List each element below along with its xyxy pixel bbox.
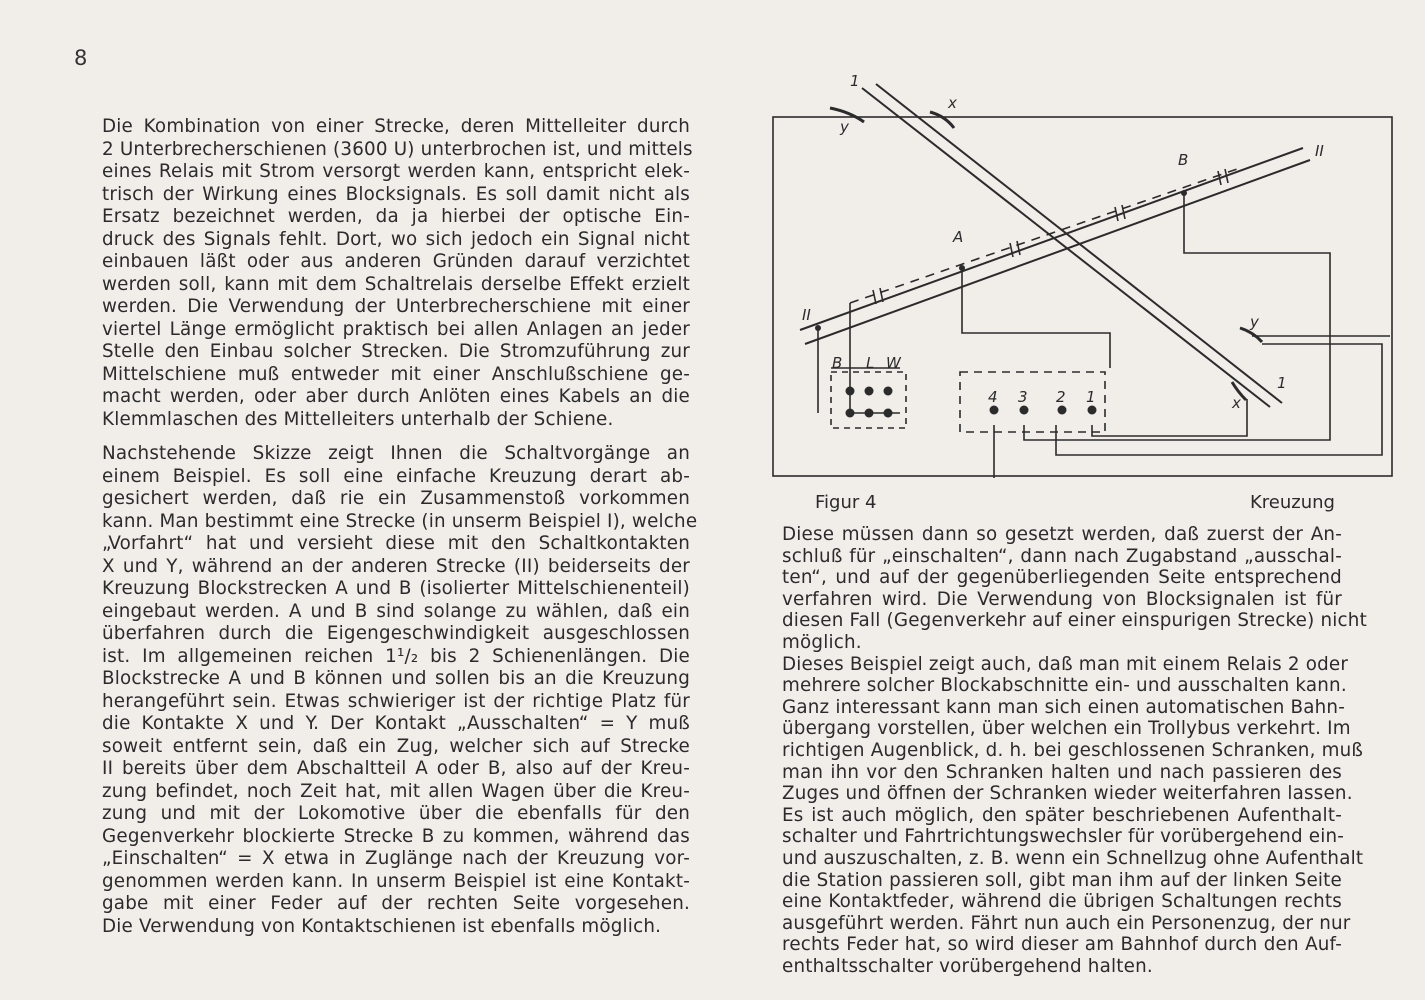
text-line: übergang vorstellen, über welchen ein Trollybus verkehrt. Im bbox=[782, 718, 1351, 740]
text-line: Nachstehende Skizze zeigt Ihnen die Schaltvorgänge an bbox=[102, 443, 690, 464]
text-line: Die Verwendung von Kontaktschienen ist ebenfalls möglich. bbox=[102, 915, 662, 937]
text-line: Blockstrecke A und B können und sollen bis an die Kreuzung bbox=[102, 668, 690, 689]
text-line: Mittelschiene muß entweder mit einer Anschlußschiene ge- bbox=[102, 363, 690, 385]
text-line: Gegenverkehr blockierte Strecke B zu kommen, während das bbox=[102, 825, 690, 847]
label-contact-y-top: y bbox=[840, 118, 849, 136]
contact-x-top bbox=[930, 112, 954, 128]
text-line: diesen Fall (Gegenverkehr auf einer einspurigen Strecke) nicht bbox=[782, 610, 1367, 632]
text-line: viertel Länge ermöglicht praktisch bei allen Anlagen an jeder bbox=[102, 318, 690, 340]
right-column-text bbox=[782, 524, 1367, 977]
text-line: enthaltsschalter vorübergehend halten. bbox=[782, 955, 1153, 977]
paragraph-2 bbox=[102, 443, 698, 938]
text-line: Die Kombination von einer Strecke, deren Mittelleiter durch bbox=[102, 116, 690, 137]
text-line: eine Kontaktfeder, während die übrigen Schaltungen rechts bbox=[782, 891, 1342, 913]
text-line: X und Y, während an der anderen Strecke (II) beiderseits der bbox=[102, 555, 690, 577]
label-terminal-4: 4 bbox=[988, 388, 998, 406]
text-line: man ihn vor den Schranken halten und nach passieren des bbox=[782, 761, 1342, 783]
text-line: ten“, und auf der gegenüberliegenden Seite entsprechend bbox=[782, 567, 1342, 589]
track-2-rail-b bbox=[805, 160, 1310, 344]
track-2-center-rail bbox=[850, 168, 1240, 303]
text-line: einem Beispiel. Es soll eine einfache Kreuzung derart ab- bbox=[102, 465, 690, 487]
text-line: kann. Man bestimmt eine Strecke (in unserm Beispiel I), welche bbox=[102, 510, 698, 532]
label-terminal-2: 2 bbox=[1056, 388, 1066, 406]
label-track2-left: II bbox=[802, 306, 811, 324]
text-line: „Einschalten“ = X etwa in Zuglänge nach der Kreuzung vor- bbox=[102, 848, 690, 869]
text-line: soweit entfernt sein, daß ein Zug, welcher sich auf Strecke bbox=[102, 735, 690, 757]
text-line: mehrere solcher Blockabschnitte ein- und ausschalten kann. bbox=[782, 675, 1347, 697]
figure-caption-title: Kreuzung bbox=[1250, 492, 1335, 513]
text-line: druck des Signals fehlt. Dort, wo sich jedoch ein Signal nicht bbox=[102, 228, 690, 250]
text-line: ist. Im allgemeinen reichen 1¹/₂ bis 2 Schienenlängen. Die bbox=[102, 645, 690, 667]
text-line: „Vorfahrt“ hat und versieht diese mit den Schaltkontakten bbox=[102, 533, 690, 554]
text-line: Kreuzung Blockstrecken A und B (isolierter Mittelschienenteil) bbox=[102, 578, 690, 599]
figure-caption-number: Figur 4 bbox=[815, 492, 877, 513]
text-line: II bereits über dem Abschaltteil A oder B, also auf der Kreu- bbox=[102, 758, 690, 779]
left-column-text bbox=[102, 116, 698, 938]
text-line: zung und mit der Lokomotive über die ebenfalls für den bbox=[102, 803, 690, 824]
text-line: Ersatz bezeichnet werden, da ja hierbei der optische Ein- bbox=[102, 206, 690, 227]
text-line: und auszuschalten, z. B. wenn ein Schnellzug ohne Aufenthalt bbox=[782, 847, 1364, 869]
text-line: Klemmlaschen des Mittelleiters unterhalb der Schiene. bbox=[102, 408, 614, 430]
label-contact-y-bottom: y bbox=[1250, 313, 1259, 331]
page-number: 8 bbox=[74, 46, 88, 70]
text-line: herangeführt sein. Etwas schwieriger ist der richtige Platz für bbox=[102, 690, 690, 712]
label-contact-x-bottom: x bbox=[1232, 394, 1241, 412]
text-line: genommen werden kann. In unserm Beispiel ist eine Kontakt- bbox=[102, 870, 690, 892]
text-line: die Kontakte X und Y. Der Kontakt „Ausschalten“ = Y muß bbox=[102, 713, 690, 734]
text-line: werden soll, kann mit dem Schaltrelais derselbe Effekt erzielt bbox=[102, 273, 690, 295]
outer-wire-frame bbox=[773, 117, 1392, 476]
track-1-rail-a bbox=[862, 88, 1270, 407]
label-relay-b: B bbox=[832, 354, 843, 372]
text-line: Diese müssen dann so gesetzt werden, daß zuerst der An- bbox=[782, 524, 1342, 545]
text-line: verfahren wird. Die Verwendung von Blocksignalen ist für bbox=[782, 588, 1342, 610]
text-line: ausgeführt werden. Fährt nun auch ein Personenzug, der nur bbox=[782, 912, 1351, 934]
text-line: werden. Die Verwendung der Unterbrecherschiene mit einer bbox=[102, 296, 690, 317]
text-line: trisch der Wirkung eines Blocksignals. Es soll damit nicht als bbox=[102, 183, 690, 205]
label-terminal-3: 3 bbox=[1018, 388, 1028, 406]
label-block-b: B bbox=[1178, 151, 1189, 169]
crossing-circuit-diagram bbox=[770, 70, 1402, 490]
relay-box bbox=[831, 372, 906, 428]
terminal-box bbox=[960, 372, 1105, 432]
text-line: zung befindet, noch Zeit hat, mit allen Wagen über die Kreu- bbox=[102, 780, 690, 802]
label-relay-l: L bbox=[866, 354, 875, 372]
text-line: schalter und Fahrtrichtungswechsler für vorübergehend ein- bbox=[782, 826, 1345, 848]
text-line: die Station passieren soll, gibt man ihm auf der linken Seite bbox=[782, 869, 1342, 891]
label-relay-w: W bbox=[886, 354, 901, 372]
text-line: Ganz interessant kann man sich einen automatischen Bahn- bbox=[782, 696, 1346, 718]
text-line: eines Relais mit Strom versorgt werden kann, entspricht elek- bbox=[102, 161, 690, 182]
label-block-a: A bbox=[953, 228, 964, 246]
text-line: einbauen läßt oder aus anderen Gründen darauf verzichtet bbox=[102, 251, 690, 272]
text-line: Es ist auch möglich, den später beschriebenen Aufenthalt- bbox=[782, 804, 1342, 826]
text-line: Stelle den Einbau solcher Strecken. Die Stromzuführung zur bbox=[102, 341, 690, 362]
text-line: möglich. bbox=[782, 631, 862, 653]
text-line: gabe mit einer Feder auf der rechten Seite vorgesehen. bbox=[102, 893, 690, 914]
text-line: schluß für „einschalten“, dann nach Zugabstand „ausschal- bbox=[782, 545, 1342, 567]
label-contact-x-top: x bbox=[948, 94, 957, 112]
label-track1-bottom: 1 bbox=[1277, 374, 1287, 392]
text-line: überfahren durch die Eigengeschwindigkeit ausgeschlossen bbox=[102, 623, 690, 644]
text-line: 2 Unterbrecherschienen (3600 U) unterbrochen ist, und mittels bbox=[102, 138, 693, 160]
text-line: rechts Feder hat, so wird dieser am Bahnhof durch den Auf- bbox=[782, 934, 1342, 956]
text-line: Zuges und öffnen der Schranken wieder weiterfahren lassen. bbox=[782, 783, 1353, 805]
paragraph-1 bbox=[102, 116, 693, 431]
text-line: Dieses Beispiel zeigt auch, daß man mit einem Relais 2 oder bbox=[782, 653, 1349, 675]
label-track1-top: 1 bbox=[850, 72, 860, 90]
label-terminal-1: 1 bbox=[1086, 388, 1096, 406]
text-line: eingebaut werden. A und B sind solange zu wählen, daß ein bbox=[102, 600, 690, 622]
text-line: richtigen Augenblick, d. h. bei geschlossenen Schranken, muß bbox=[782, 739, 1364, 761]
text-line: macht werden, oder aber durch Anlöten eines Kabels an die bbox=[102, 386, 690, 407]
text-line: gesichert werden, daß rie ein Zusammenstoß vorkommen bbox=[102, 488, 690, 509]
label-track2-right: II bbox=[1315, 142, 1324, 160]
